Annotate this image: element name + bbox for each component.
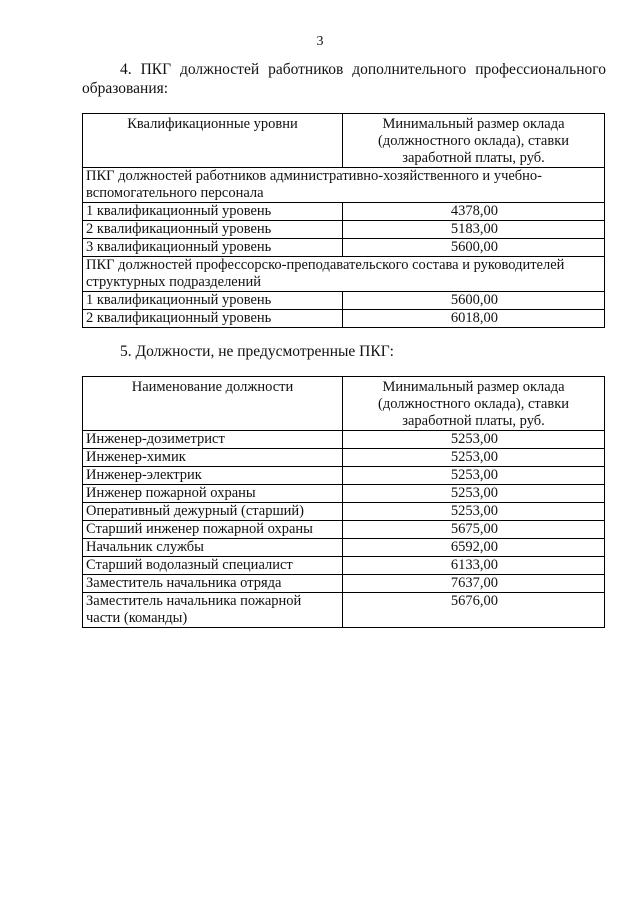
qualification-salary-table: [82, 113, 605, 328]
group-row: [83, 257, 605, 292]
position-salary-table: [82, 376, 605, 628]
position-name-cell: Старший водолазный специалист: [83, 557, 343, 575]
table-row: [83, 431, 605, 449]
group-row: [83, 168, 605, 203]
table-row: [83, 503, 605, 521]
salary-value-cell: 5253,00: [343, 467, 605, 485]
salary-value-cell: 5600,00: [343, 292, 605, 310]
table-row: [83, 521, 605, 539]
column-header-position-name: Наименование должности: [83, 377, 343, 431]
column-header-min-salary: Минимальный размер оклада (должностного оклада), ставки заработной платы, руб.: [343, 377, 605, 431]
table-header-row: [83, 114, 605, 168]
salary-value-cell: 5600,00: [343, 239, 605, 257]
position-name-cell: Инженер-электрик: [83, 467, 343, 485]
group-title-teaching-staff: ПКГ должностей профессорско-преподавательского состава и руководителей структурных подразделений: [83, 257, 605, 292]
group-title-admin-staff: ПКГ должностей работников административно-хозяйственного и учебно-вспомогательного персонала: [83, 168, 605, 203]
salary-value-cell: 5676,00: [343, 593, 605, 628]
qualification-level-cell: 3 квалификационный уровень: [83, 239, 343, 257]
salary-value-cell: 5253,00: [343, 485, 605, 503]
table-row: [83, 449, 605, 467]
salary-value-cell: 5253,00: [343, 431, 605, 449]
table-row: [83, 239, 605, 257]
table-row: [83, 292, 605, 310]
salary-value-cell: 7637,00: [343, 575, 605, 593]
salary-value-cell: 6592,00: [343, 539, 605, 557]
salary-value-cell: 6133,00: [343, 557, 605, 575]
qualification-level-cell: 1 квалификационный уровень: [83, 292, 343, 310]
salary-value-cell: 5253,00: [343, 503, 605, 521]
column-header-qualification-level: Квалификационные уровни: [83, 114, 343, 168]
position-name-cell: Инженер пожарной охраны: [83, 485, 343, 503]
column-header-min-salary: Минимальный размер оклада (должностного оклада), ставки заработной платы, руб.: [343, 114, 605, 168]
qualification-level-cell: 1 квалификационный уровень: [83, 203, 343, 221]
position-name-cell: Старший инженер пожарной охраны: [83, 521, 343, 539]
salary-value-cell: 5675,00: [343, 521, 605, 539]
table-row: [83, 539, 605, 557]
table-row: [83, 557, 605, 575]
table-row: [83, 593, 605, 628]
table-header-row: [83, 377, 605, 431]
position-name-cell: Заместитель начальника отряда: [83, 575, 343, 593]
position-name-cell: Заместитель начальника пожарной части (команды): [83, 593, 343, 628]
position-name-cell: Оперативный дежурный (старший): [83, 503, 343, 521]
position-name-cell: Инженер-дозиметрист: [83, 431, 343, 449]
table-row: [83, 485, 605, 503]
position-name-cell: Инженер-химик: [83, 449, 343, 467]
table-row: [83, 575, 605, 593]
salary-value-cell: 5183,00: [343, 221, 605, 239]
table-row: [83, 221, 605, 239]
table-row: [83, 467, 605, 485]
salary-value-cell: 4378,00: [343, 203, 605, 221]
salary-value-cell: 5253,00: [343, 449, 605, 467]
section-5-heading: 5. Должности, не предусмотренные ПКГ:: [120, 343, 394, 360]
position-name-cell: Начальник службы: [83, 539, 343, 557]
qualification-level-cell: 2 квалификационный уровень: [83, 310, 343, 328]
section-4-heading: 4. ПКГ должностей работников дополнительного профессионального образования:: [82, 61, 606, 97]
salary-value-cell: 6018,00: [343, 310, 605, 328]
qualification-level-cell: 2 квалификационный уровень: [83, 221, 343, 239]
table-row: [83, 310, 605, 328]
table-row: [83, 203, 605, 221]
page-number: 3: [316, 34, 324, 49]
